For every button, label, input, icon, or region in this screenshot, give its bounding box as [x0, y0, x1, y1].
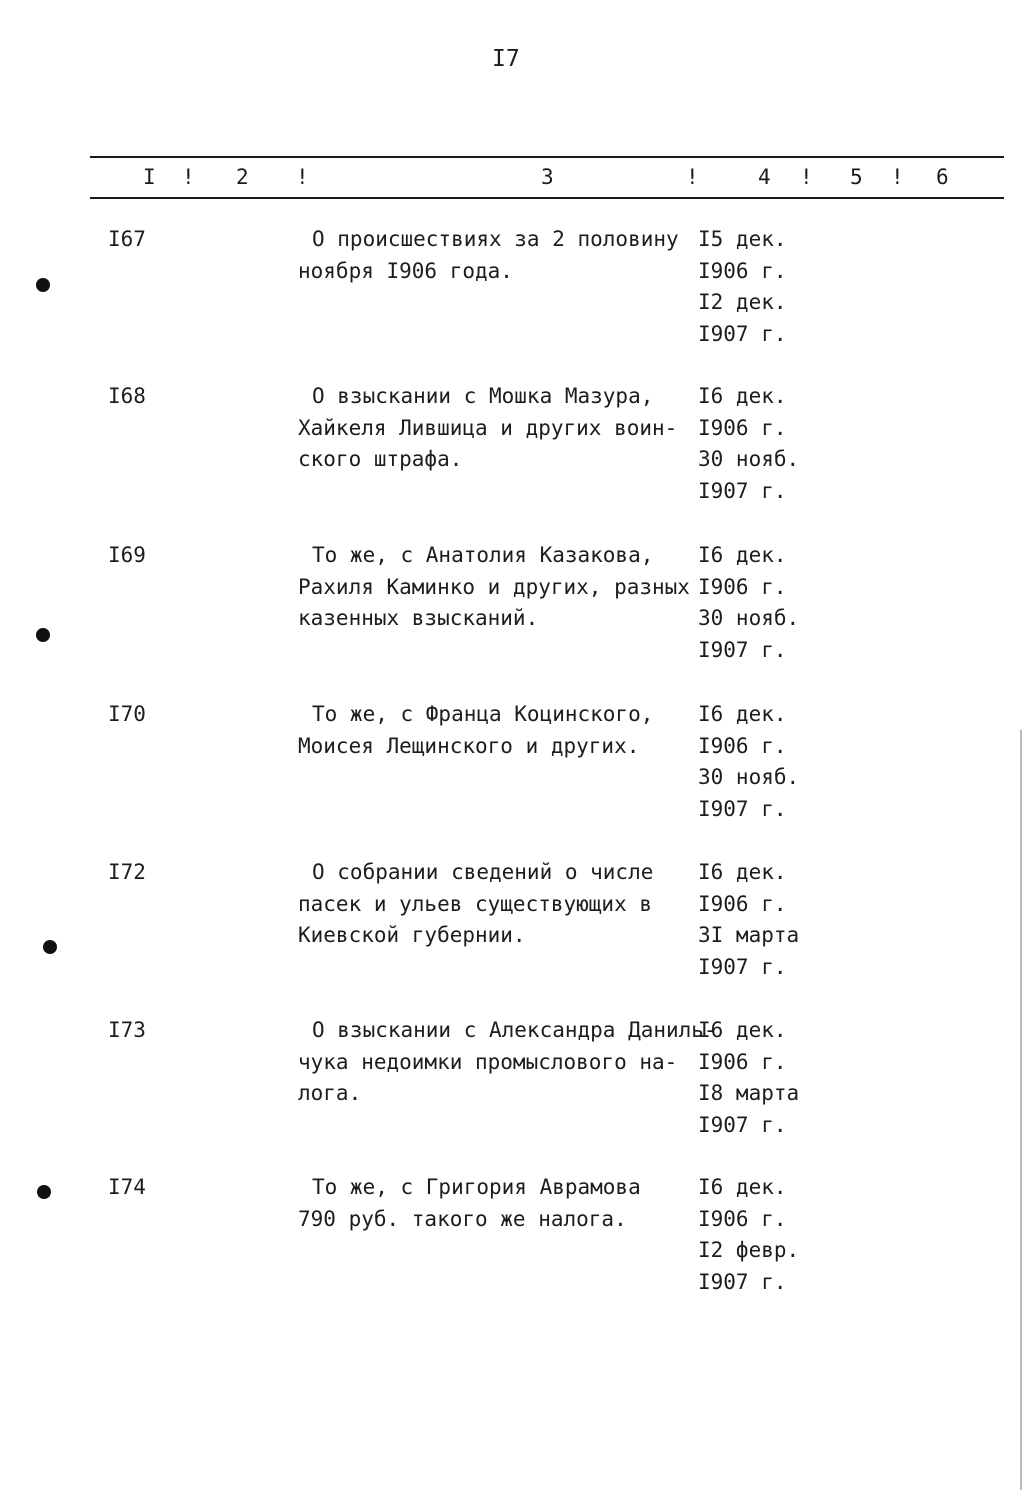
entry-dates — [698, 1172, 838, 1298]
title-line: Рахиля Каминко и других, разных — [298, 574, 690, 599]
date-line: I907 г. — [698, 796, 787, 821]
punch-hole-mark — [37, 1185, 51, 1199]
entry-title — [298, 381, 690, 476]
entry-number: I72 — [108, 860, 146, 884]
date-line: I907 г. — [698, 1112, 787, 1137]
date-line: I906 г. — [698, 1206, 787, 1231]
title-line: Киевской губернии. — [298, 923, 526, 947]
date-line: 30 нояб. — [698, 606, 800, 630]
date-line: I2 февр. — [698, 1238, 800, 1262]
header-separator: ! — [182, 165, 195, 189]
table-top-rule — [90, 156, 1004, 158]
header-separator: ! — [296, 165, 309, 189]
entry-dates — [698, 699, 838, 825]
entry-number: I68 — [108, 384, 146, 408]
header-col-1: I — [143, 165, 156, 189]
date-line: I907 г. — [698, 637, 787, 662]
entry-title — [298, 699, 690, 762]
date-line: I906 г. — [698, 574, 787, 599]
punch-hole-mark — [36, 278, 50, 292]
date-line: I907 г. — [698, 321, 787, 346]
entry-title — [298, 1172, 690, 1235]
title-line: ского штрафа. — [298, 447, 463, 471]
header-col-4: 4 — [758, 165, 771, 189]
table-bottom-rule — [90, 197, 1004, 199]
entry-dates — [698, 540, 838, 666]
punch-hole-mark — [36, 628, 50, 642]
entry-number: I70 — [108, 702, 146, 726]
title-line: пасек и ульев существующих в — [298, 891, 653, 916]
date-line: I907 г. — [698, 1269, 787, 1294]
date-line: I907 г. — [698, 954, 787, 979]
table-header — [0, 162, 1024, 192]
date-line: I6 дек. — [698, 1175, 787, 1199]
page-number: I7 — [492, 46, 520, 72]
scan-edge-line — [1020, 730, 1022, 1490]
header-separator: ! — [800, 165, 813, 189]
entry-number: I73 — [108, 1018, 146, 1042]
entry-title — [298, 224, 690, 287]
date-line: I5 дек. — [698, 227, 787, 251]
title-line: О происшествиях за 2 половину — [312, 227, 679, 251]
entry-dates — [698, 224, 838, 350]
date-line: I906 г. — [698, 1049, 787, 1074]
date-line: I6 дек. — [698, 1018, 787, 1042]
entry-title — [298, 857, 690, 952]
entry-number: I69 — [108, 543, 146, 567]
entry-title — [298, 540, 690, 635]
entry-dates — [698, 1015, 838, 1141]
date-line: I906 г. — [698, 258, 787, 283]
header-separator: ! — [891, 165, 904, 189]
date-line: I906 г. — [698, 733, 787, 758]
punch-hole-mark — [43, 940, 57, 954]
date-line: I8 марта — [698, 1081, 800, 1105]
entry-title — [298, 1015, 717, 1110]
title-line: О собрании сведений о числе — [312, 860, 654, 884]
date-line: I6 дек. — [698, 860, 787, 884]
title-line: Моисея Лещинского и других. — [298, 733, 640, 758]
title-line: 790 руб. такого же налога. — [298, 1206, 627, 1231]
header-col-5: 5 — [850, 165, 863, 189]
header-col-6: 6 — [936, 165, 949, 189]
title-line: То же, с Григория Аврамова — [312, 1175, 641, 1199]
title-line: О взыскании с Мошка Мазура, — [312, 384, 654, 408]
header-col-3: 3 — [541, 165, 554, 189]
entry-dates — [698, 381, 838, 507]
date-line: 30 нояб. — [698, 765, 800, 789]
date-line: I906 г. — [698, 415, 787, 440]
date-line: I6 дек. — [698, 543, 787, 567]
entry-dates — [698, 857, 838, 983]
header-separator: ! — [686, 165, 699, 189]
date-line: 30 нояб. — [698, 447, 800, 471]
title-line: чука недоимки промыслового на- — [298, 1049, 678, 1074]
title-line: То же, с Франца Коцинского, — [312, 702, 654, 726]
date-line: I2 дек. — [698, 290, 787, 314]
date-line: I907 г. — [698, 478, 787, 503]
date-line: I6 дек. — [698, 384, 787, 408]
entry-number: I74 — [108, 1175, 146, 1199]
title-line: ноября I906 года. — [298, 258, 513, 283]
entry-number: I67 — [108, 227, 146, 251]
title-line: лога. — [298, 1081, 362, 1105]
title-line: О взыскании с Александра Даниль- — [312, 1018, 717, 1042]
header-col-2: 2 — [236, 165, 249, 189]
title-line: Хайкеля Лившица и других воин- — [298, 415, 678, 440]
date-line: I6 дек. — [698, 702, 787, 726]
title-line: казенных взысканий. — [298, 606, 539, 630]
date-line: 3I марта — [698, 923, 800, 947]
date-line: I906 г. — [698, 891, 787, 916]
title-line: То же, с Анатолия Казакова, — [312, 543, 654, 567]
